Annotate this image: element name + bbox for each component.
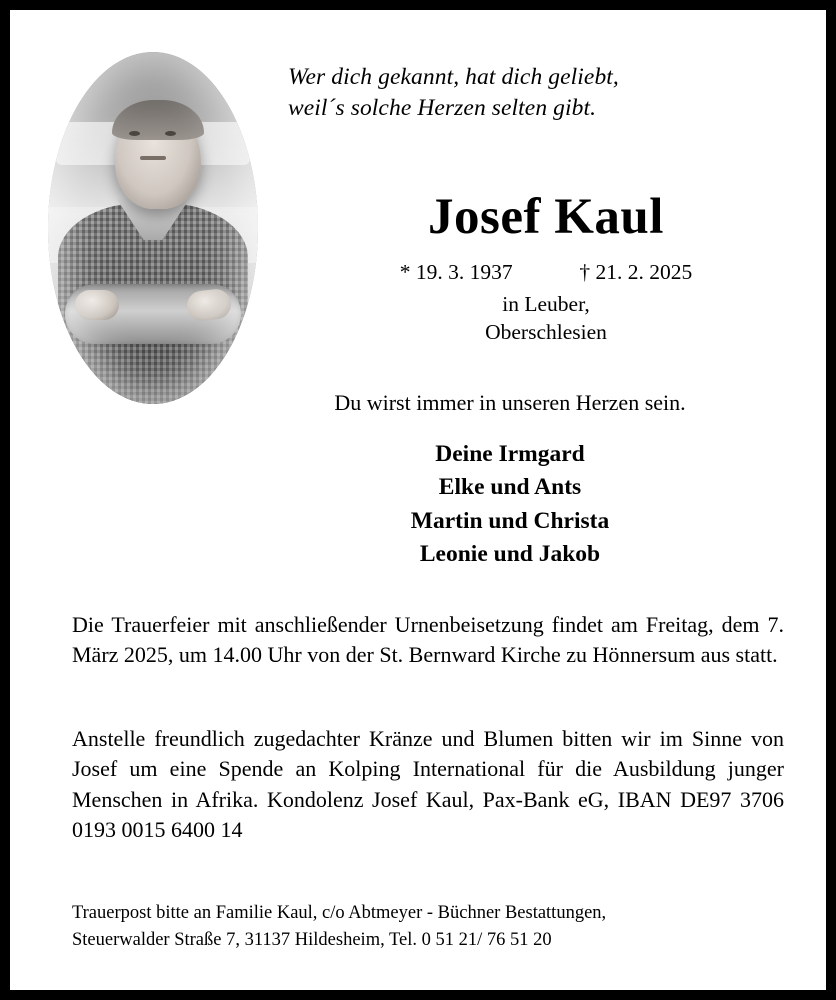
funeral-service-paragraph: Die Trauerfeier mit anschließender Urnenbeisetzung findet am Freitag, dem 7. März 2025, um 14.00 Uhr von der St. Bernward Kirche zu Hönnersum aus statt. <box>72 612 784 668</box>
footer-line-2: Steuerwalder Straße 7, 31137 Hildesheim, Tel. 0 51 21/ 76 51 20 <box>72 929 552 950</box>
memory-line: Du wirst immer in unseren Herzen sein. <box>334 390 686 415</box>
birth-place-line-1: in Leuber, <box>502 292 590 316</box>
family-line-3: Martin und Christa <box>410 507 610 534</box>
portrait-photo <box>48 52 258 404</box>
donation-paragraph: Anstelle freundlich zugedachter Kränze und Blumen bitten wir im Sinne von Josef um eine Spende an Kolping International für die Ausbildung junger Menschen in Afrika. Kondolenz Josef Kaul, Pax-Bank eG, IBAN DE97 3706 0193 0015 6400 14 <box>72 726 784 843</box>
birth-date: * 19. 3. 1937 <box>399 260 513 284</box>
portrait-frame <box>48 52 258 404</box>
photo-hand-left <box>75 290 119 320</box>
quote-line-2: weil´s solche Herzen selten gibt. <box>288 95 597 122</box>
quote-line-1: Wer dich gekannt, hat dich geliebt, <box>288 64 619 90</box>
family-signatures <box>210 438 810 571</box>
photo-mouth <box>140 156 166 160</box>
life-dates <box>266 260 826 285</box>
memorial-quote <box>288 62 808 124</box>
obituary-inner <box>10 10 826 990</box>
family-line-1: Deine Irmgard <box>435 441 585 467</box>
family-line-4: Leonie und Jakob <box>419 541 601 568</box>
deceased-name: Josef Kaul <box>428 189 664 245</box>
condolence-address <box>72 900 788 954</box>
death-date: † 21. 2. 2025 <box>579 260 693 284</box>
birth-place-line-2: Oberschlesien <box>485 320 607 345</box>
family-line-2: Elke und Ants <box>438 474 582 501</box>
birth-place <box>266 290 826 347</box>
footer-line-1: Trauerpost bitte an Familie Kaul, c/o Abtmeyer - Büchner Bestattungen, <box>72 903 607 923</box>
